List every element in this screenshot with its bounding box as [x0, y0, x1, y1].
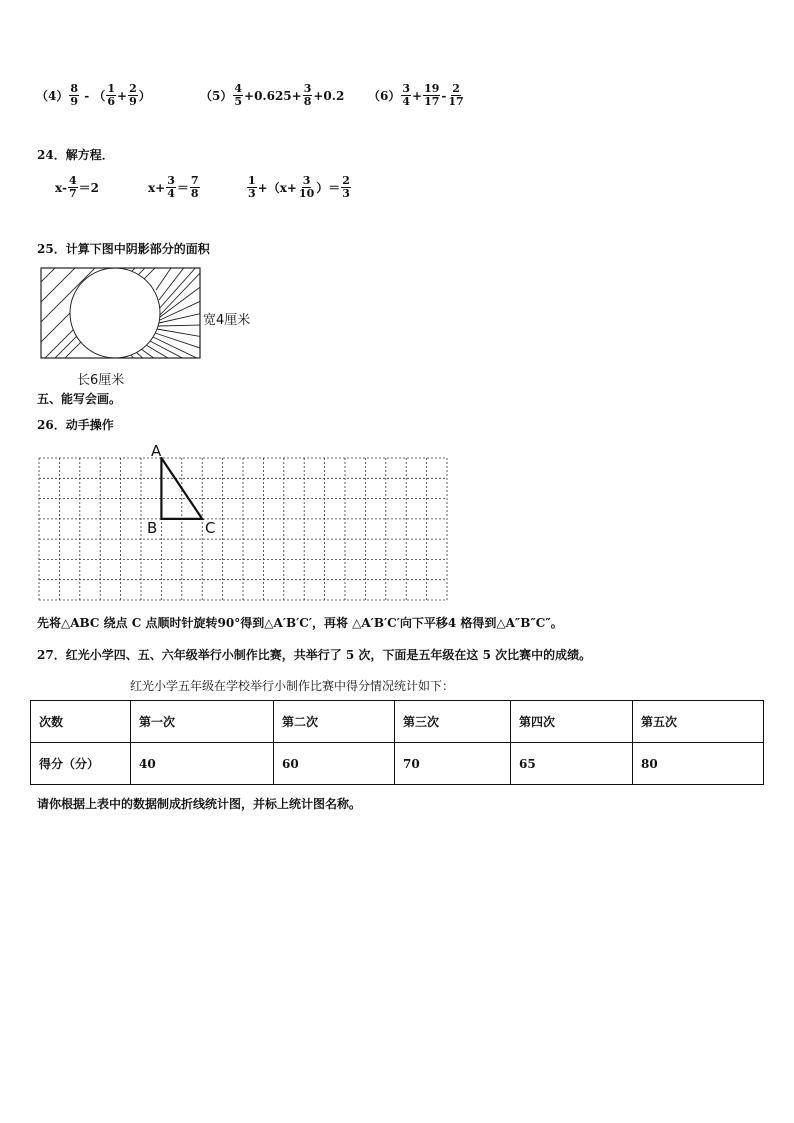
dotted-grid — [38, 457, 450, 603]
table-cell: 第三次 — [395, 701, 511, 743]
equation-3 — [246, 175, 352, 200]
calc-problem-4 — [36, 83, 151, 108]
fraction: $\frac{8}{9}$ — [70, 82, 79, 108]
section-5-title: 五、能写会画。 — [37, 392, 122, 406]
calc-problem-5 — [200, 83, 344, 108]
length-label: 长6厘米 — [77, 373, 125, 388]
score-table — [30, 700, 764, 785]
operator: ） — [138, 89, 151, 103]
fraction: $\frac{3}{10}$ — [298, 174, 315, 200]
table-cell: 65 — [511, 743, 633, 785]
fraction: $\frac{3}{4}$ — [402, 82, 411, 108]
problem-number: （4） — [36, 89, 69, 103]
shaded-rectangle-figure — [38, 265, 203, 361]
operator: - （ — [80, 89, 106, 103]
fraction: $\frac{1}{6}$ — [107, 82, 116, 108]
question-26-title: 26．动手操作 — [37, 418, 114, 432]
table-cell: 第一次 — [131, 701, 274, 743]
fraction: $\frac{2}{9}$ — [129, 82, 137, 108]
fraction: $\frac{1}{3}$ — [248, 174, 256, 200]
table-header-row — [31, 701, 764, 743]
table-cell: 80 — [633, 743, 764, 785]
fraction: $\frac{3}{4}$ — [167, 174, 175, 200]
grid-lines — [39, 458, 447, 600]
fraction: $\frac{4}{5}$ — [234, 82, 243, 108]
fraction: $\frac{7}{8}$ — [190, 174, 199, 200]
operator: +0.625+ — [244, 88, 302, 103]
question-25-title: 25．计算下图中阴影部分的面积 — [37, 242, 210, 256]
equation-text: x+ — [148, 180, 166, 195]
equation-text: ）＝ — [316, 181, 341, 195]
table-cell: 40 — [131, 743, 274, 785]
table-cell: 次数 — [31, 701, 131, 743]
question-27-instruction: 请你根据上表中的数据制成折线统计图，并标上统计图名称。 — [37, 797, 362, 811]
equation-2 — [148, 175, 201, 200]
circle-shape — [70, 268, 160, 358]
problem-number: （5） — [200, 89, 233, 103]
table-cell: 70 — [395, 743, 511, 785]
problem-number: （6） — [368, 89, 401, 103]
fraction: $\frac{19}{17}$ — [424, 82, 440, 108]
equation-text: x- — [55, 180, 67, 195]
table-row — [31, 743, 764, 785]
operator: + — [412, 88, 423, 103]
question-26-instruction: 先将△ABC 绕点 C 点顺时针旋转90°得到△A′B′C′，再将 △A′B′C′向下平移4 格得到△A″B″C″。 — [37, 616, 563, 630]
table-caption: 红光小学五年级在学校举行小制作比赛中得分情况统计如下： — [130, 679, 455, 693]
operator: +0.2 — [313, 88, 345, 103]
vertex-a-label: A — [151, 442, 162, 460]
width-label: 宽4厘米 — [203, 313, 251, 328]
fraction: $\frac{2}{3}$ — [342, 174, 350, 200]
question-24-title: 24．解方程． — [37, 148, 114, 162]
question-27-title: 27．红光小学四、五、六年级举行小制作比赛，共举行了 5 次，下面是五年级在这 5 次比赛中的成绩。 — [37, 648, 592, 662]
fraction: $\frac{4}{7}$ — [68, 174, 77, 200]
vertex-b-label: B — [147, 519, 158, 537]
table-cell: 第二次 — [274, 701, 395, 743]
equation-text: ＝ — [176, 181, 189, 195]
equation-text: ＝2 — [78, 181, 99, 195]
equation-1 — [55, 175, 99, 200]
operator: - — [441, 88, 447, 103]
operator: + — [117, 88, 128, 103]
table-cell: 得分（分） — [31, 743, 131, 785]
table-cell: 第五次 — [633, 701, 764, 743]
fraction: $\frac{3}{8}$ — [303, 82, 312, 108]
table-cell: 第四次 — [511, 701, 633, 743]
calc-problem-6 — [368, 83, 466, 108]
table-cell: 60 — [274, 743, 395, 785]
vertex-c-label: C — [205, 519, 216, 537]
fraction: $\frac{2}{17}$ — [448, 82, 464, 108]
equation-text: +（x+ — [257, 181, 297, 195]
